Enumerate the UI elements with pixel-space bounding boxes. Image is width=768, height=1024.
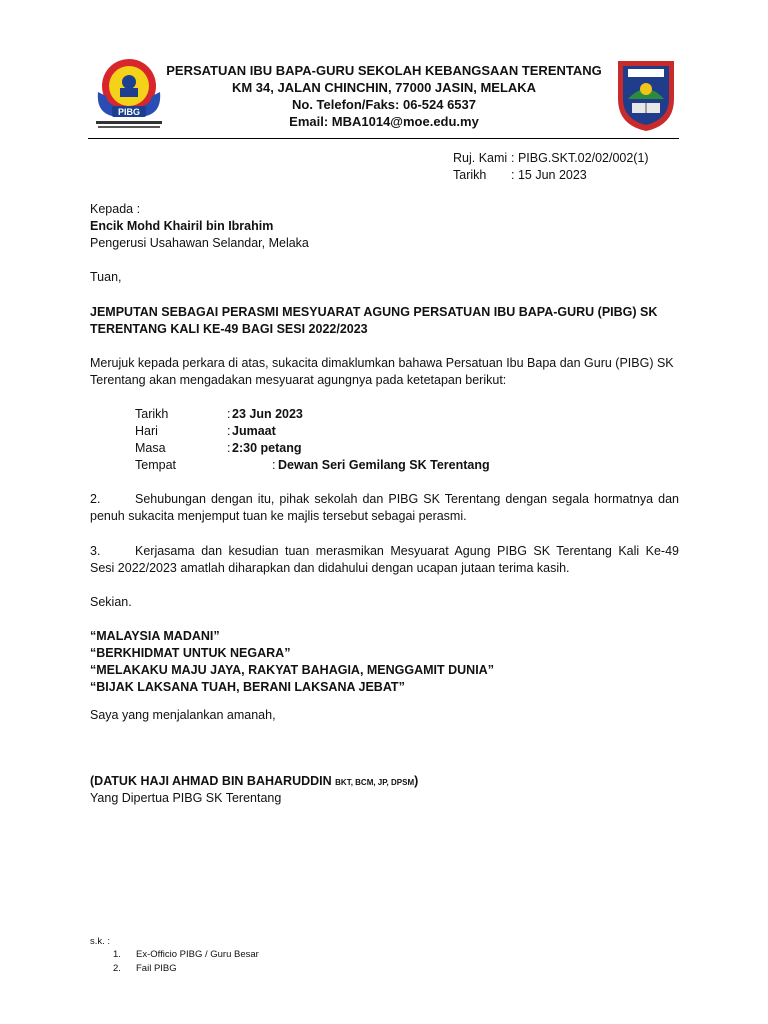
cc-label: s.k. :	[90, 936, 111, 947]
signatory-line	[90, 773, 418, 791]
para2-number: 2.	[90, 492, 101, 506]
motto-line: “MELAKAKU MAJU JAYA, RAKYAT BAHAGIA, MENGGAMIT DUNIA”	[90, 663, 494, 677]
recipient-name: Encik Mohd Khairil bin Ibrahim	[90, 219, 274, 233]
org-address: KM 34, JALAN CHINCHIN, 77000 JASIN, MELAKA	[231, 80, 537, 95]
detail-label-date: Tarikh	[135, 407, 169, 421]
subject-line: TERENTANG KALI KE-49 BAGI SESI 2022/2023	[90, 322, 368, 336]
org-name: PERSATUAN IBU BAPA-GURU SEKOLAH KEBANGSAAN TERENTANG	[166, 63, 602, 78]
pibg-logo-figure	[122, 75, 136, 89]
detail-colon: :	[272, 458, 276, 472]
crest-sun	[640, 83, 652, 95]
detail-value-date: 23 Jun 2023	[232, 407, 303, 421]
para3-number: 3.	[90, 544, 101, 558]
detail-value-venue: Dewan Seri Gemilang SK Terentang	[278, 458, 490, 472]
closing: Sekian.	[90, 595, 132, 609]
detail-value-time: 2:30 petang	[232, 441, 302, 455]
para3-line: Kerjasama dan kesudian tuan merasmikan Mesyuarat Agung PIBG SK Terentang Kali Ke-49	[135, 544, 679, 558]
ref-ruj-label: Ruj. Kami	[453, 151, 508, 165]
crest-banner	[628, 69, 664, 77]
para2-line: Sehubungan dengan itu, pihak sekolah dan PIBG SK Terentang dengan segala hormatnya dan	[135, 492, 679, 506]
motto-line: “BIJAK LAKSANA TUAH, BERANI LAKSANA JEBAT”	[90, 680, 405, 694]
school-crest	[614, 55, 678, 133]
cc-item-number: 2.	[113, 963, 121, 974]
intro-line: Merujuk kepada perkara di atas, sukacita dimaklumkan bahawa Persatuan Ibu Bapa dan Guru (PIBG) SK	[90, 356, 674, 370]
signatory-name: (DATUK HAJI AHMAD BIN BAHARUDDIN	[90, 774, 332, 788]
salutation: Tuan,	[90, 270, 122, 284]
signatory-position: Yang Dipertua PIBG SK Terentang	[90, 791, 282, 805]
recipient-title: Pengerusi Usahawan Selandar, Melaka	[90, 236, 309, 250]
para3-line: Sesi 2022/2023 amatlah diharapkan dan didahului dengan ucapan jutaan terima kasih.	[90, 561, 570, 575]
cc-item-text: Fail PIBG	[136, 963, 177, 974]
detail-colon: :	[227, 407, 231, 421]
letterhead	[150, 62, 618, 130]
org-phone: No. Telefon/Faks: 06-524 6537	[291, 97, 476, 112]
signoff: Saya yang menjalankan amanah,	[90, 708, 276, 722]
intro-line: Terentang akan mengadakan mesyuarat agungnya pada ketetapan berikut:	[90, 373, 507, 387]
letterhead-divider	[88, 138, 679, 139]
ref-date-label: Tarikh	[453, 168, 487, 182]
cc-item-text: Ex-Officio PIBG / Guru Besar	[136, 949, 259, 960]
pibg-logo-text: PIBG	[117, 107, 141, 117]
motto-line: “MALAYSIA MADANI”	[90, 629, 220, 643]
ref-ruj-value: : PIBG.SKT.02/02/002(1)	[511, 151, 649, 165]
detail-label-time: Masa	[135, 441, 166, 455]
pibg-logo-book	[120, 88, 138, 97]
detail-colon: :	[227, 424, 231, 438]
para2-line: penuh sukacita menjemput tuan ke majlis tersebut sebagai perasmi.	[90, 509, 467, 523]
recipient-kepada: Kepada :	[90, 202, 141, 216]
ref-date-value: : 15 Jun 2023	[511, 168, 587, 182]
subject-line: JEMPUTAN SEBAGAI PERASMI MESYUARAT AGUNG PERSATUAN IBU BAPA-GURU (PIBG) SK	[90, 305, 658, 319]
motto-line: “BERKHIDMAT UNTUK NEGARA”	[90, 646, 291, 660]
detail-value-day: Jumaat	[232, 424, 276, 438]
signatory-honors: BKT, BCM, JP, DPSM	[335, 778, 415, 787]
org-email: Email: MBA1014@moe.edu.my	[289, 114, 479, 129]
detail-label-day: Hari	[135, 424, 158, 438]
detail-label-venue: Tempat	[135, 458, 176, 472]
cc-item-number: 1.	[113, 949, 121, 960]
signatory-close-paren: )	[414, 774, 419, 788]
detail-colon: :	[227, 441, 231, 455]
